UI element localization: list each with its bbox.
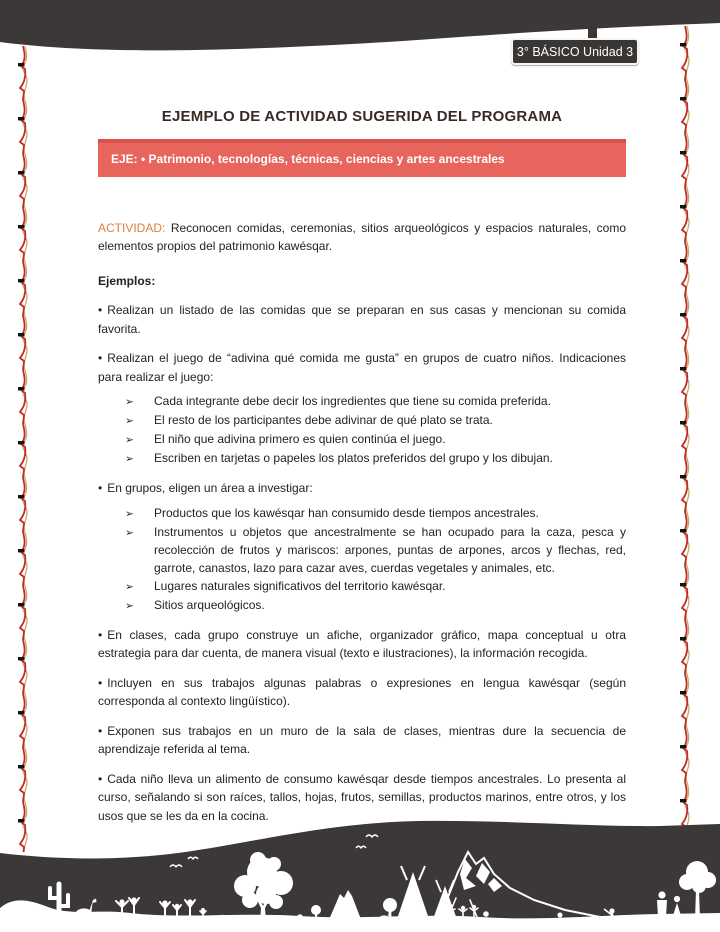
bullet-item: • En clases, cada grupo construye un afiche, organizador gráfico, mapa conceptual u otra estrategia para dar cuenta, de manera visual (texto e ilustraciones), la información recogida. [98,627,626,660]
bullet-marker: • [98,675,103,690]
arrow-marker-icon: ➢ [125,526,134,539]
bullet-item: • Realizan un listado de las comidas que se preparan en sus casas y mencionan su comida favorita. [98,303,626,336]
bullet-marker: • [98,771,103,786]
sub-list-item: ➢ Sitios arqueológicos. [125,596,626,615]
bullet-marker: • [98,303,103,317]
bullet-marker: • [98,481,103,495]
left-decorative-border-icon [15,46,33,852]
bullet-item: • Cada niño lleva un alimento de consumo kawésqar desde tiempos ancestrales. Lo presenta al curso, señalando si son raíces, tallos, hojas, frutos, semillas, productos marinos, entre otros, y los usos que se les da en la cocina. [98,771,626,823]
bullet-item: • Incluyen en sus trabajos algunas palabras o expresiones en lengua kawésqar (según corresponda al contexto lingüístico). [98,675,626,708]
bullet-item: • En grupos, eligen un área a investigar: [98,481,313,495]
bullet-item: • Exponen sus trabajos en un muro de la sala de clases, mientras dure la secuencia de aprendizaje referida al tema. [98,723,626,756]
sub-list-item: ➢ Lugares naturales significativos del territorio kawésqar. [125,577,626,596]
arrow-marker-icon: ➢ [125,599,134,612]
sub-list-item: ➢ El resto de los participantes debe adivinar de qué plato se trata. [125,411,626,430]
right-decorative-border-icon [677,26,695,852]
arrow-marker-icon: ➢ [125,415,134,427]
page-title: EJEMPLO DE ACTIVIDAD SUGERIDA DEL PROGRAMA [161,108,563,125]
arrow-marker-icon: ➢ [125,434,134,446]
arrow-marker-icon: ➢ [125,453,134,465]
sub-list-item: ➢ Cada integrante debe decir los ingredientes que tiene su comida preferida. [125,392,626,411]
bullet-marker: • [98,723,103,738]
activity-text: Reconocen comidas, ceremonias, sitios arqueológicos y espacios naturales, como elementos propios del patrimonio kawésqar. [98,220,626,253]
activity-label: ACTIVIDAD: [98,220,166,235]
bullet-marker: • [98,627,103,642]
footer-illustration [0,810,720,932]
arrow-marker-icon: ➢ [125,580,134,593]
sub-list-item: ➢ El niño que adivina primero es quien continúa el juego. [125,430,626,449]
arrow-marker-icon: ➢ [125,396,134,408]
eje-banner-label: EJE: • Patrimonio, tecnologías, técnicas, ciencias y artes ancestrales [111,152,505,167]
bullet-item: • Realizan el juego de “adivina qué comida me gusta” en grupos de cuatro niños. Indicaciones para realizar el juego: [98,351,626,384]
sub-list [125,392,626,468]
sub-list-item: ➢ Escriben en tarjetas o papeles los platos preferidos del grupo y los dibujan. [125,449,626,468]
sub-list-item: ➢ Instrumentos u objetos que ancestralmente se han ocupado para la caza, pesca y recolección de frutos y mariscos: arpones, puntas de arpones, arcos y flechas, red, garrote, canastos, lazo para cazar aves, cuerdas vegetales y animales, etc. [125,524,626,575]
document-content [98,108,626,825]
examples-heading: Ejemplos: [98,273,156,288]
arrow-marker-icon: ➢ [125,507,134,520]
eje-banner [98,139,626,177]
sub-list-item: ➢ Productos que los kawésqar han consumido desde tiempos ancestrales. [125,504,626,523]
sub-list [125,504,626,615]
activity-paragraph [98,219,626,256]
bullet-marker: • [98,351,103,365]
unit-badge: 3° BÁSICO Unidad 3 [511,38,639,65]
